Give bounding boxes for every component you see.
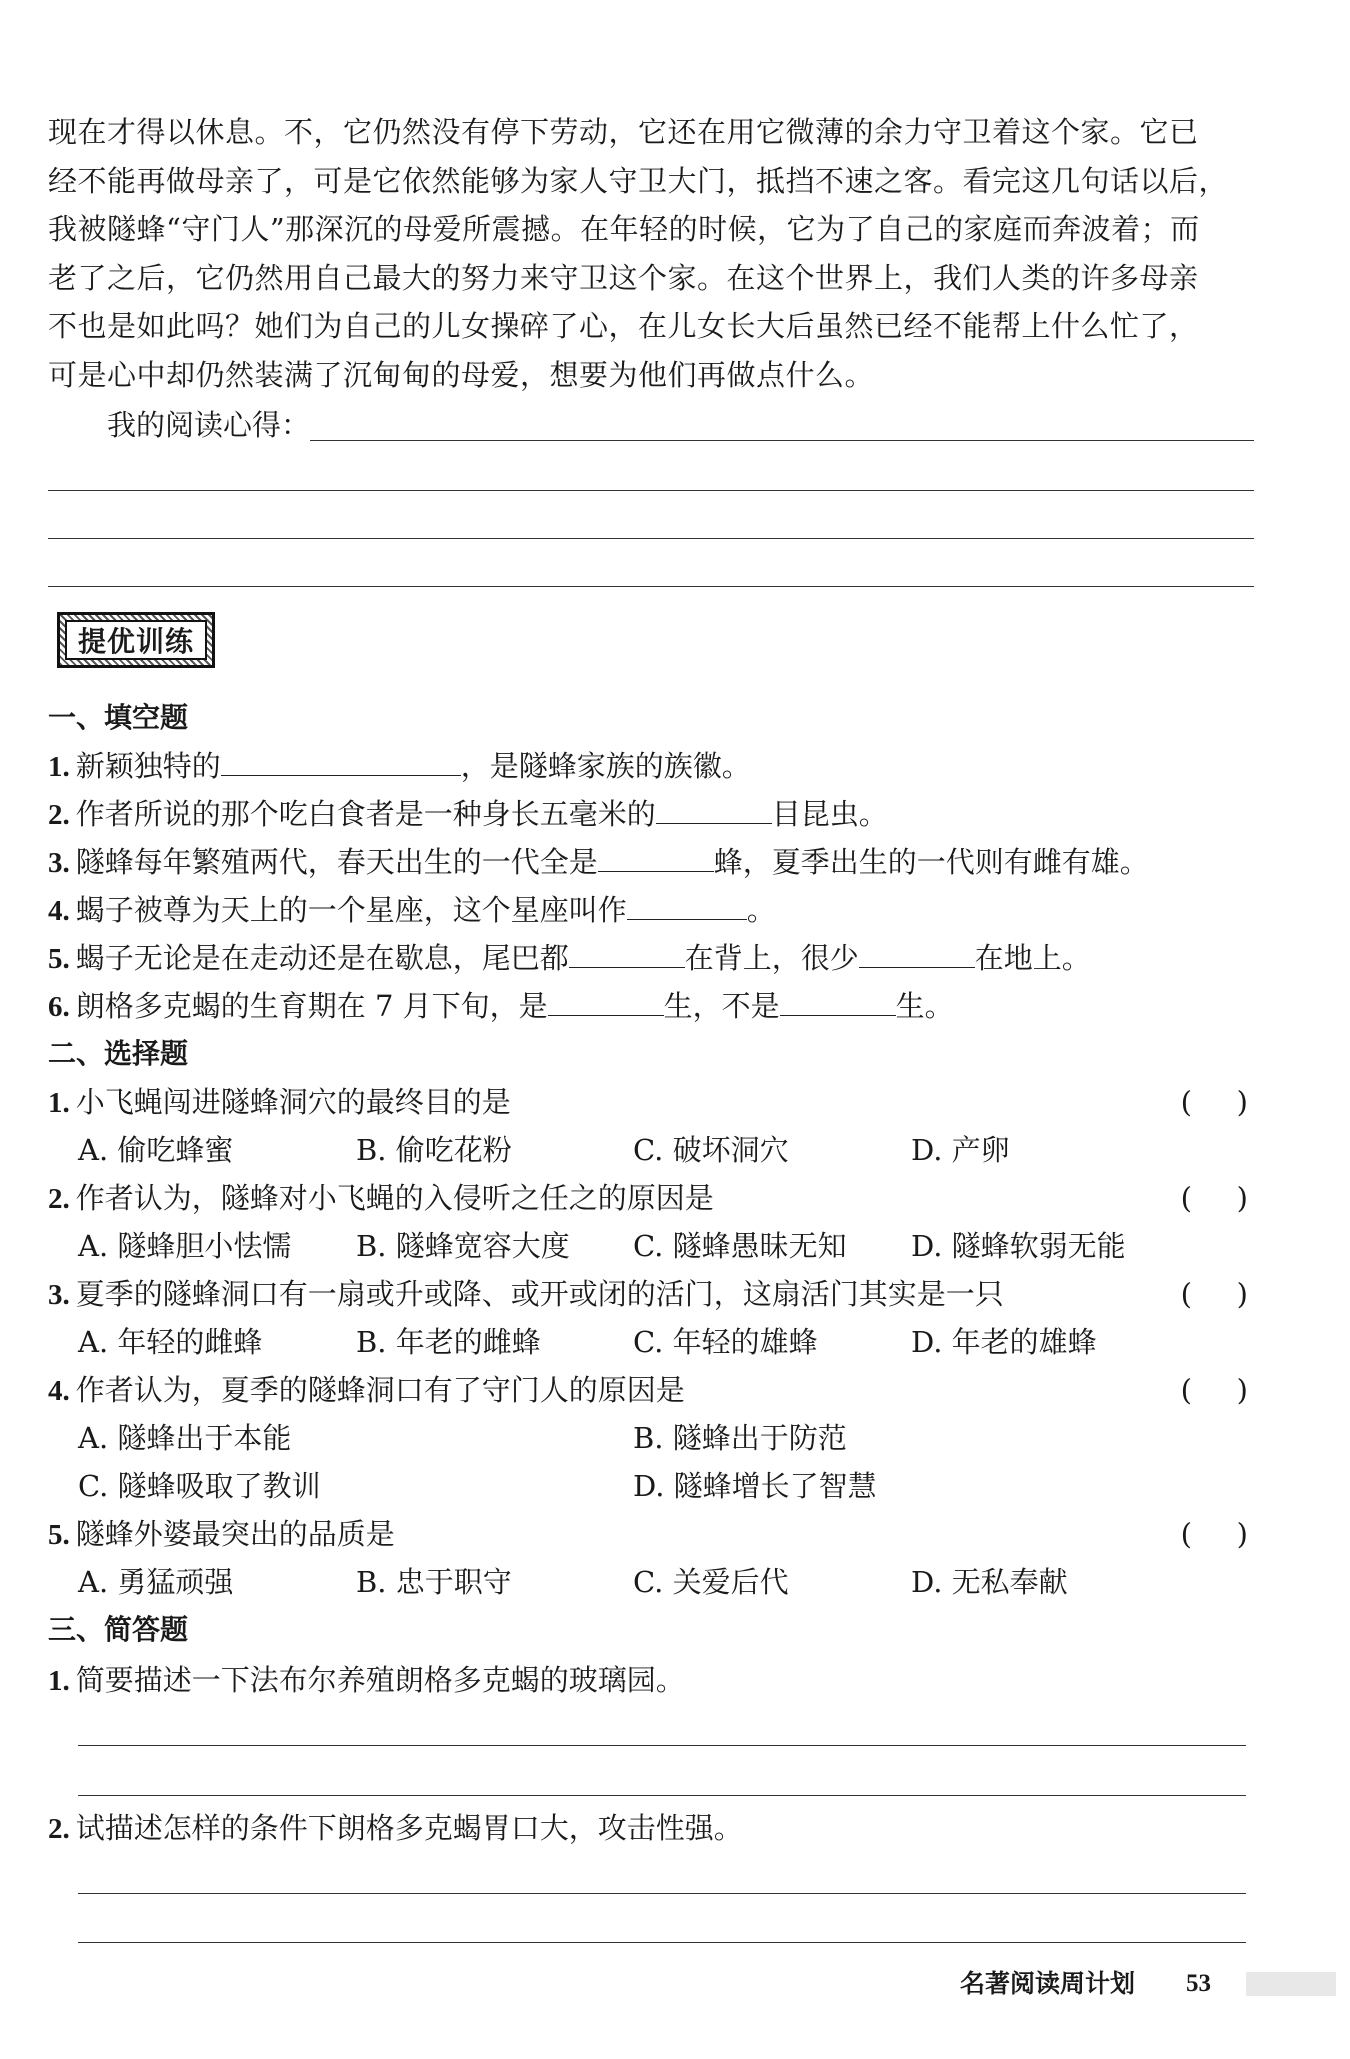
- answer-blank[interactable]: [859, 939, 975, 968]
- footer-decoration: [1246, 1972, 1336, 1996]
- passage-line: 老了之后，它仍然用自己最大的努力来守卫这个家。在这个世界上，我们人类的许多母亲: [48, 260, 1199, 295]
- answer-line[interactable]: [78, 1893, 1246, 1894]
- answer-bracket[interactable]: ( ): [1180, 1277, 1248, 1311]
- question-number: 5.: [48, 943, 70, 975]
- question-number: 4.: [48, 1375, 70, 1407]
- answer-line[interactable]: [78, 1795, 1246, 1796]
- answer-blank[interactable]: [656, 795, 772, 824]
- page-number: 53: [1186, 1970, 1211, 1997]
- option-b[interactable]: B. 偷吃花粉: [356, 1133, 512, 1167]
- question-number: 2.: [48, 1183, 70, 1215]
- question-number: 1.: [48, 751, 70, 783]
- answer-line[interactable]: [78, 1942, 1246, 1943]
- answer-bracket[interactable]: ( ): [1180, 1373, 1248, 1407]
- reflection-answer-line[interactable]: [48, 538, 1254, 539]
- option-c[interactable]: C. 破坏洞穴: [633, 1133, 789, 1167]
- passage-line: 可是心中却仍然装满了沉甸甸的母爱，想要为他们再做点什么。: [48, 357, 875, 392]
- question-number: 3.: [48, 847, 70, 879]
- option-c[interactable]: C. 年轻的雄蜂: [633, 1325, 818, 1359]
- option-d[interactable]: D. 年老的雄蜂: [911, 1325, 1097, 1359]
- fill-question-2: 2. 作者所说的那个吃白食者是一种身长五毫米的 目昆虫。: [48, 797, 888, 831]
- section-title-short-answer: 三、简答题: [48, 1613, 189, 1646]
- choice-question-4: 4. 作者认为，夏季的隧蜂洞口有了守门人的原因是: [48, 1373, 685, 1407]
- option-c[interactable]: C. 隧蜂愚昧无知: [633, 1229, 847, 1263]
- question-number: 1.: [48, 1087, 70, 1119]
- passage-line: 不也是如此吗？她们为自己的儿女操碎了心，在儿女长大后虽然已经不能帮上什么忙了，: [48, 309, 1199, 343]
- option-c[interactable]: C. 关爱后代: [633, 1565, 789, 1599]
- option-a[interactable]: A. 隧蜂胆小怯懦: [78, 1229, 292, 1263]
- section-title-fill-blank: 一、填空题: [48, 701, 189, 734]
- choice-question-3: 3. 夏季的隧蜂洞口有一扇或升或降、或开或闭的活门，这扇活门其实是一只: [48, 1277, 1004, 1311]
- reflection-answer-line[interactable]: [48, 490, 1254, 491]
- choice-question-2: 2. 作者认为，隧蜂对小飞蝇的入侵听之任之的原因是: [48, 1181, 714, 1215]
- reading-passage: [48, 108, 1254, 399]
- answer-bracket[interactable]: ( ): [1180, 1085, 1248, 1119]
- option-b[interactable]: B. 年老的雌蜂: [356, 1325, 541, 1359]
- answer-line[interactable]: [78, 1745, 1246, 1746]
- short-question-2: 2. 试描述怎样的条件下朗格多克蝎胃口大，攻击性强。: [48, 1811, 743, 1845]
- fill-question-6: 6. 朗格多克蝎的生育期在 7 月下旬，是 生，不是 生。: [48, 989, 954, 1023]
- option-d[interactable]: D. 隧蜂软弱无能: [911, 1229, 1126, 1263]
- question-number: 6.: [48, 991, 70, 1023]
- option-b[interactable]: B. 隧蜂宽容大度: [356, 1229, 570, 1263]
- reflection-label: 我的阅读心得：: [107, 408, 311, 442]
- answer-blank[interactable]: [780, 987, 896, 1016]
- choice-question-1: 1. 小飞蝇闯进隧蜂洞穴的最终目的是: [48, 1085, 511, 1119]
- question-number: 4.: [48, 895, 70, 927]
- fill-question-5: 5. 蝎子无论是在走动还是在歇息，尾巴都 在背上，很少 在地上。: [48, 941, 1091, 975]
- section-title-choice: 二、选择题: [48, 1037, 189, 1070]
- passage-line: 现在才得以休息。不，它仍然没有停下劳动，它还在用它微薄的余力守卫着这个家。它已: [48, 115, 1199, 149]
- section-badge: [57, 612, 215, 668]
- answer-bracket[interactable]: ( ): [1180, 1181, 1248, 1215]
- option-a[interactable]: A. 年轻的雌蜂: [78, 1325, 263, 1359]
- question-number: 3.: [48, 1279, 70, 1311]
- fill-question-4: 4. 蝎子被尊为天上的一个星座，这个星座叫作 。: [48, 893, 776, 927]
- fill-question-1: 1. 新颖独特的 ，是隧蜂家族的族徽。: [48, 749, 751, 783]
- option-b[interactable]: B. 忠于职守: [356, 1565, 512, 1599]
- answer-bracket[interactable]: ( ): [1180, 1517, 1248, 1551]
- answer-blank[interactable]: [569, 939, 685, 968]
- option-a[interactable]: A. 偷吃蜂蜜: [78, 1133, 234, 1167]
- reflection-answer-line[interactable]: [310, 440, 1254, 441]
- option-d[interactable]: D. 产卵: [911, 1133, 1010, 1167]
- question-number: 2.: [48, 799, 70, 831]
- option-b[interactable]: B. 隧蜂出于防范: [633, 1421, 847, 1455]
- answer-blank[interactable]: [598, 843, 714, 872]
- passage-line: 我被隧蜂“守门人”那深沉的母爱所震撼。在年轻的时候，它为了自己的家庭而奔波着；而: [48, 212, 1200, 246]
- answer-blank[interactable]: [548, 987, 664, 1016]
- option-c[interactable]: C. 隧蜂吸取了教训: [78, 1469, 321, 1503]
- answer-blank[interactable]: [627, 891, 747, 920]
- footer-title: 名著阅读周计划: [960, 1969, 1136, 1998]
- section-badge-label: 提优训练: [65, 620, 207, 660]
- option-d[interactable]: D. 隧蜂增长了智慧: [633, 1469, 877, 1503]
- fill-question-3: 3. 隧蜂每年繁殖两代，春天出生的一代全是 蜂，夏季出生的一代则有雌有雄。: [48, 845, 1149, 879]
- short-question-1: 1. 简要描述一下法布尔养殖朗格多克蝎的玻璃园。: [48, 1663, 685, 1697]
- question-number: 2.: [48, 1813, 70, 1845]
- reflection-answer-line[interactable]: [48, 586, 1254, 587]
- option-a[interactable]: A. 勇猛顽强: [78, 1565, 234, 1599]
- question-number: 5.: [48, 1519, 70, 1551]
- option-d[interactable]: D. 无私奉献: [911, 1565, 1068, 1599]
- answer-blank[interactable]: [221, 747, 461, 776]
- question-number: 1.: [48, 1665, 70, 1697]
- option-a[interactable]: A. 隧蜂出于本能: [78, 1421, 292, 1455]
- passage-line: 经不能再做母亲了，可是它依然能够为家人守卫大门，抵挡不速之客。看完这几句话以后，: [48, 163, 1229, 198]
- choice-question-5: 5. 隧蜂外婆最突出的品质是: [48, 1517, 395, 1551]
